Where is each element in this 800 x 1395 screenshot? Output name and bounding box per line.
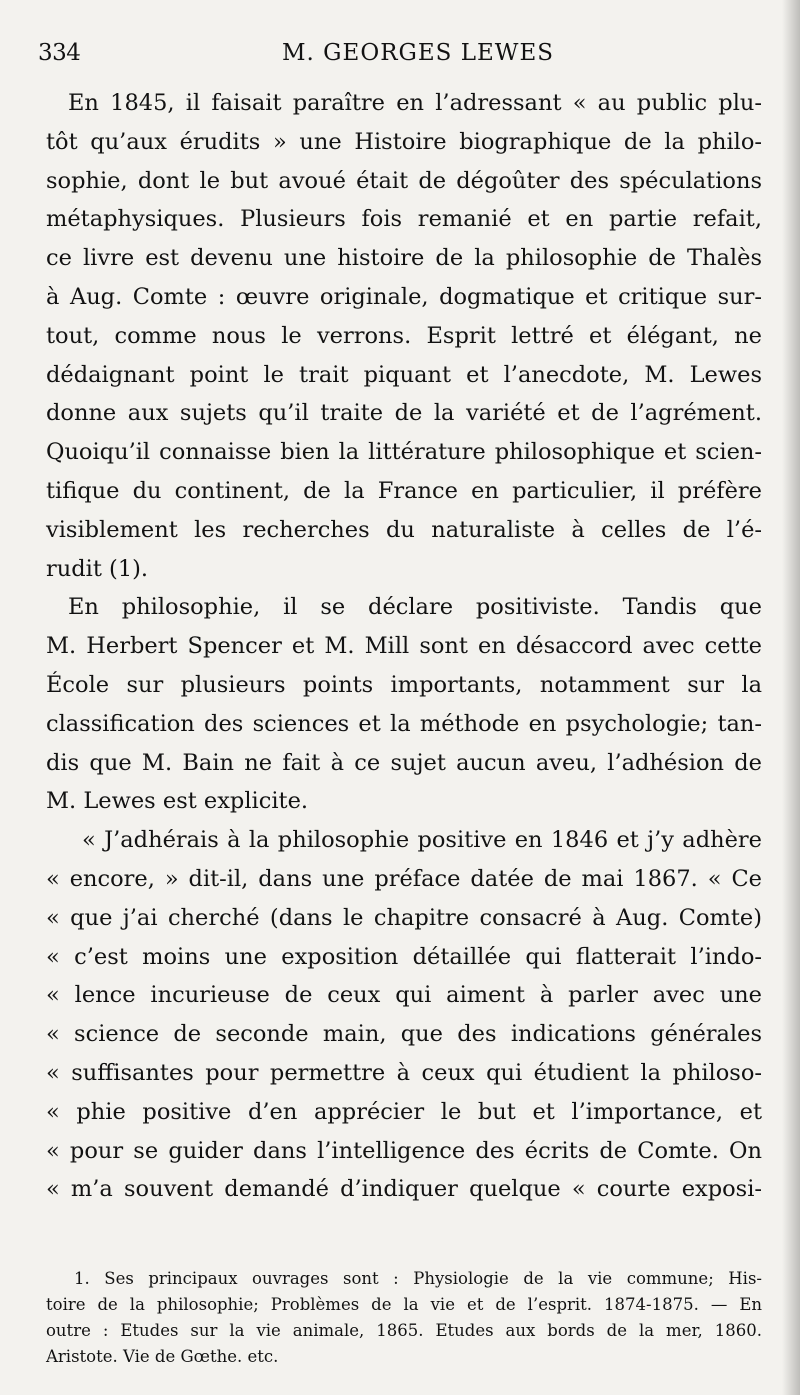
- text-line: Quoiqu’il connaisse bien la littérature philosophique et scien-: [46, 439, 762, 466]
- text-line: ce livre est devenu une histoire de la philosophie de Thalès: [46, 245, 762, 272]
- text-line: tôt qu’aux érudits » une Histoire biographique de la philo-: [46, 128, 762, 155]
- text-line: rudit (1).: [46, 555, 149, 582]
- text-line: En philosophie, il se déclare positiviste. Tandis que: [68, 594, 762, 621]
- text-line: « c’est moins une exposition détaillée qui flatterait l’indo-: [46, 943, 762, 970]
- page-number: 334: [38, 40, 81, 66]
- text-line: « m’a souvent demandé d’indiquer quelque « courte exposi-: [46, 1176, 762, 1203]
- text-line: métaphysiques. Plusieurs fois remanié et en partie refait,: [46, 206, 762, 233]
- text-line: « que j’ai cherché (dans le chapitre consacré à Aug. Comte): [46, 904, 762, 931]
- text-line: M. Lewes est explicite.: [46, 788, 309, 815]
- text-line: M. Herbert Spencer et M. Mill sont en désaccord avec cette: [46, 633, 762, 660]
- running-head: M. GEORGES LEWES: [282, 40, 554, 66]
- text-line: tifique du continent, de la France en particulier, il préfère: [46, 477, 762, 504]
- page-edge-shadow: [782, 0, 800, 1395]
- text-line: classification des sciences et la méthode en psychologie; tan-: [46, 710, 762, 737]
- text-line: visiblement les recherches du naturaliste à celles de l’é-: [46, 516, 762, 543]
- text-line: « suffisantes pour permettre à ceux qui étudient la philoso-: [46, 1059, 762, 1086]
- text-line: « science de seconde main, que des indications générales: [46, 1021, 762, 1048]
- body-text: [46, 84, 762, 1209]
- text-line: dis que M. Bain ne fait à ce sujet aucun aveu, l’adhésion de: [46, 749, 762, 776]
- text-line: École sur plusieurs points importants, notamment sur la: [46, 671, 762, 698]
- text-line: sophie, dont le but avoué était de dégoûter des spéculations: [46, 167, 762, 194]
- footnote-line: toire de la philosophie; Problèmes de la vie et de l’esprit. 1874-1875. — En: [46, 1295, 762, 1314]
- text-line: donne aux sujets qu’il traite de la variété et de l’agrément.: [46, 400, 762, 427]
- text-line: « phie positive d’en apprécier le but et l’importance, et: [46, 1098, 762, 1125]
- page-header: [38, 40, 738, 74]
- footnotes: [46, 1266, 762, 1370]
- text-line: « lence incurieuse de ceux qui aiment à parler avec une: [46, 982, 762, 1009]
- text-line: tout, comme nous le verrons. Esprit lettré et élégant, ne: [46, 322, 762, 349]
- text-line: « J’adhérais à la philosophie positive en 1846 et j’y adhère: [82, 827, 762, 854]
- footnote-line: Aristote. Vie de Gœthe. etc.: [46, 1347, 279, 1366]
- text-line: En 1845, il faisait paraître en l’adressant « au public plu-: [68, 90, 762, 116]
- footnote-line: outre : Etudes sur la vie animale, 1865. Etudes aux bords de la mer, 1860.: [46, 1321, 762, 1340]
- footnote-line: 1. Ses principaux ouvrages sont : Physiologie de la vie commune; His-: [74, 1269, 762, 1288]
- text-line: à Aug. Comte : œuvre originale, dogmatique et critique sur-: [46, 283, 762, 310]
- text-line: « encore, » dit-il, dans une préface datée de mai 1867. « Ce: [46, 865, 762, 892]
- text-line: « pour se guider dans l’intelligence des écrits de Comte. On: [46, 1137, 762, 1164]
- text-line: dédaignant point le trait piquant et l’anecdote, M. Lewes: [46, 361, 762, 388]
